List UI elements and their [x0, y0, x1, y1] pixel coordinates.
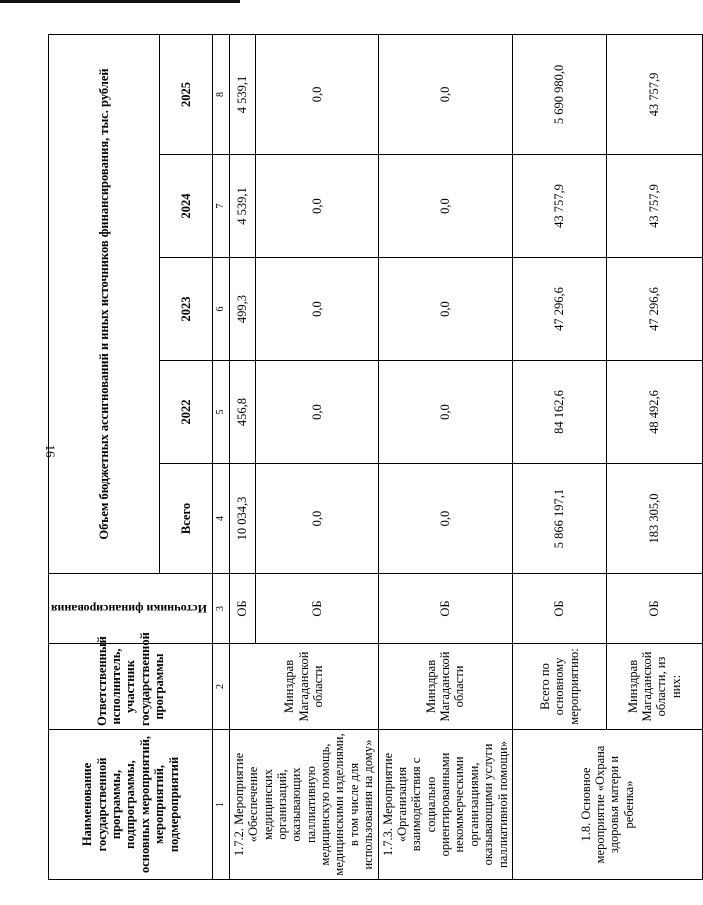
- row-value: 0,0: [255, 361, 378, 464]
- header-source: [49, 574, 213, 644]
- row-value: 10 034,3: [229, 464, 255, 574]
- col-number: 4: [213, 464, 230, 574]
- table-row: [378, 34, 512, 879]
- row-value: 183 305,0: [606, 464, 702, 574]
- col-number: 1: [213, 730, 230, 880]
- header-2023: 2023: [160, 258, 213, 361]
- row-value: 0,0: [255, 258, 378, 361]
- row-executor: Минздрав Магаданской области, из них:: [606, 644, 702, 730]
- row-source: ОБ: [606, 574, 702, 644]
- top-rule: [0, 0, 240, 3]
- budget-table: [48, 34, 703, 880]
- row-value: 84 162,6: [512, 361, 606, 464]
- row-value: 0,0: [378, 258, 512, 361]
- header-2024: 2024: [160, 155, 213, 258]
- row-value: 5 866 197,1: [512, 464, 606, 574]
- row-source: ОБ: [229, 574, 255, 644]
- row-value: 0,0: [378, 464, 512, 574]
- header-executor: Ответственный исполнитель, участник государственной программы: [49, 644, 213, 730]
- header-total: Всего: [160, 464, 213, 574]
- header-volume: Объем бюджетных ассигнований и иных источников финансирования, тыс. рублей: [49, 34, 160, 573]
- header-2025: 2025: [160, 34, 213, 154]
- row-value: 4 539,1: [229, 155, 255, 258]
- row-value: 456,8: [229, 361, 255, 464]
- row-value: 0,0: [255, 464, 378, 574]
- row-name: 1.7.2. Мероприятие «Обеспечение медицинских организаций, оказывающих паллиативную медицинскую помощь, медицинскими изделиями, в том числе для использования на дому»: [229, 730, 378, 880]
- row-value: 47 296,6: [606, 258, 702, 361]
- row-executor: Минздрав Магаданской области: [378, 644, 512, 730]
- row-value: 4 539,1: [229, 34, 255, 154]
- row-value: 0,0: [378, 361, 512, 464]
- row-value: 0,0: [255, 34, 378, 154]
- rotated-table-wrapper: [48, 35, 683, 880]
- row-name: 1.7.3. Мероприятие «Организация взаимодействия с социально ориентированными некоммерческими организациями, оказывающими услуги паллиативной помощи»: [378, 730, 512, 880]
- col-number: 7: [213, 155, 230, 258]
- col-number: 6: [213, 258, 230, 361]
- row-value: 5 690 980,0: [512, 34, 606, 154]
- col-number: 5: [213, 361, 230, 464]
- row-value: 499,3: [229, 258, 255, 361]
- page-number: 16: [43, 444, 58, 458]
- column-number-row: [213, 34, 230, 879]
- row-value: 0,0: [378, 34, 512, 154]
- table-row: [512, 34, 606, 879]
- col-number: 8: [213, 34, 230, 154]
- row-value: 48 492,6: [606, 361, 702, 464]
- row-source: ОБ: [378, 574, 512, 644]
- row-value: 43 757,9: [512, 155, 606, 258]
- header-2022: 2022: [160, 361, 213, 464]
- row-value: 43 757,9: [606, 155, 702, 258]
- col-number: 3: [213, 574, 230, 644]
- table-row: [229, 34, 255, 879]
- row-source: ОБ: [255, 574, 378, 644]
- row-value: 0,0: [255, 155, 378, 258]
- row-value: 43 757,9: [606, 34, 702, 154]
- header-source-text: Источники финансирования: [51, 602, 207, 617]
- row-executor: Всего по основному мероприятию:: [512, 644, 606, 730]
- row-name: 1.8. Основное мероприятие «Охрана здоровья матери и ребенка»: [512, 730, 702, 880]
- row-source: ОБ: [512, 574, 606, 644]
- row-value: 47 296,6: [512, 258, 606, 361]
- row-value: 0,0: [378, 155, 512, 258]
- row-executor: Минздрав Магаданской области: [229, 644, 378, 730]
- header-name: Наименование государственной программы, подпрограммы, основных мероприятий, мероприятий, подмероприятий: [49, 730, 213, 880]
- col-number: 2: [213, 644, 230, 730]
